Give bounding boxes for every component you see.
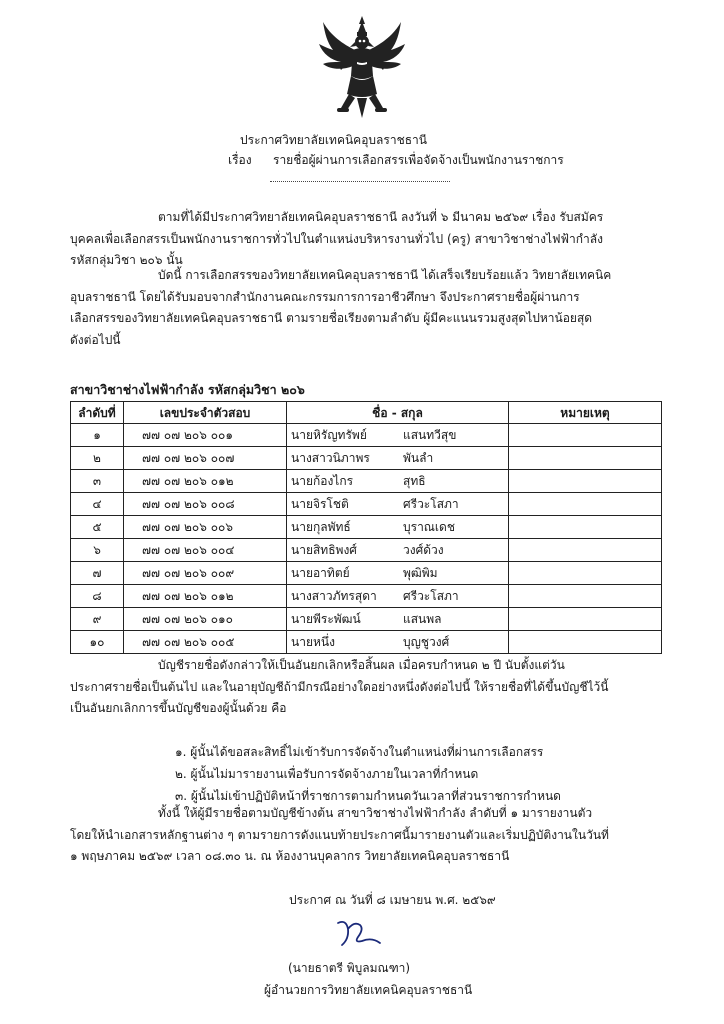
cell-name [287,516,509,539]
last-name: บุราณเดช [403,520,455,534]
cell-note [509,516,662,539]
cell-rank: ๗ [71,562,124,585]
condition-item: ๒. ผู้นั้นไม่มารายงานเพื่อรับการจัดจ้างภายในเวลาที่กำหนด [175,767,479,781]
announced-date: ประกาศ ณ วันที่ ๘ เมษายน พ.ศ. ๒๕๖๙ [289,893,496,907]
cell-name [287,424,509,447]
cell-rank: ๓ [71,470,124,493]
cell-name [287,447,509,470]
paragraph-result [70,265,660,351]
table-row [71,516,662,539]
paragraph-line: บัญชีรายชื่อดังกล่าวให้เป็นอันยกเลิกหรือสิ้นผล เมื่อครบกำหนด ๒ ปี นับตั้งแต่วัน [158,658,565,672]
last-name: แสนทวีสุข [403,428,457,442]
table-header-row [71,402,662,424]
first-name: นายพีระพัฒน์ [291,612,361,626]
last-name: ศรีวะโสภา [403,589,459,603]
garuda-emblem-icon [317,14,407,120]
cell-name [287,608,509,631]
last-name: สุทธิ [403,474,426,488]
table-row [71,539,662,562]
cell-exam-id: ๗๗ ๐๗ ๒๐๖ ๐๑๒ [124,470,287,493]
cell-rank: ๔ [71,493,124,516]
first-name: นายก้องไกร [291,474,354,488]
header-note: หมายเหตุ [509,402,662,424]
cell-rank: ๖ [71,539,124,562]
paragraph-line: บุคคลเพื่อเลือกสรรเป็นพนักงานราชการทั่วไปในตำแหน่งบริหารงานทั่วไป (ครู) สาขาวิชาช่างไฟฟ้ากำลัง [70,231,603,246]
section-title: สาขาวิชาช่างไฟฟ้ากำลัง รหัสกลุ่มวิชา ๒๐๖ [70,382,305,397]
cell-exam-id: ๗๗ ๐๗ ๒๐๖ ๐๐๖ [124,516,287,539]
first-name: นายจิรโชติ [291,497,349,511]
header-rank: ลำดับที่ [71,402,124,424]
results-table [70,401,662,654]
cell-name [287,470,509,493]
cell-rank: ๕ [71,516,124,539]
cell-rank: ๒ [71,447,124,470]
cell-note [509,631,662,654]
paragraph-line: อุบลราชธานี โดยได้รับมอบจากสำนักงานคณะกรรมการการอาชีวศึกษา จึงประกาศรายชื่อผู้ผ่านการ [70,289,580,304]
last-name: ศรีวะโสภา [403,497,459,511]
cell-exam-id: ๗๗ ๐๗ ๒๐๖ ๐๐๑ [124,424,287,447]
table-row [71,493,662,516]
cell-exam-id: ๗๗ ๐๗ ๒๐๖ ๐๑๐ [124,608,287,631]
cell-rank: ๙ [71,608,124,631]
first-name: นางสาวนิภาพร [291,451,370,465]
cell-rank: ๘ [71,585,124,608]
paragraph-line: ประกาศรายชื่อเป็นต้นไป และในอายุบัญชีถ้ามีกรณีอย่างใดอย่างหนึ่งดังต่อไปนี้ ให้รายชื่อที่ได้ขึ้นบัญชีไว้นี้ [70,679,609,694]
header-exam-id: เลขประจำตัวสอบ [124,402,287,424]
first-name: นางสาวภัทรสุดา [291,589,377,603]
table-row [71,585,662,608]
table-row [71,447,662,470]
paragraph-line: โดยให้นำเอกสารหลักฐานต่าง ๆ ตามรายการดังแนบท้ายประกาศนี้มารายงานตัวและเริ่มปฏิบัติงานในวันที่ [70,827,609,842]
cell-note [509,608,662,631]
subject-text: รายชื่อผู้ผ่านการเลือกสรรเพื่อจัดจ้างเป็นพนักงานราชการ [273,153,564,167]
table-row [71,631,662,654]
table-row [71,608,662,631]
table-row [71,424,662,447]
paragraph-report [70,803,660,868]
paragraph-validity [70,655,660,720]
table-row [71,562,662,585]
cell-name [287,493,509,516]
cell-exam-id: ๗๗ ๐๗ ๒๐๖ ๐๐๗ [124,447,287,470]
first-name: นายสิทธิพงศ์ [291,543,357,557]
signature-icon [332,915,384,953]
cell-rank: ๑๐ [71,631,124,654]
first-name: นายอาทิตย์ [291,566,350,580]
cell-name [287,585,509,608]
condition-item: ๑. ผู้นั้นได้ขอสละสิทธิ์ไม่เข้ารับการจัดจ้างในตำแหน่งที่ผ่านการเลือกสรร [175,745,544,759]
header-name: ชื่อ - สกุล [287,402,509,424]
last-name: พันลำ [403,451,434,465]
first-name: นายหิรัญทรัพย์ [291,428,367,442]
cell-note [509,539,662,562]
announcement-title: ประกาศวิทยาลัยเทคนิคอุบลราชธานี [240,133,427,147]
paragraph-line: ๑ พฤษภาคม ๒๕๖๙ เวลา ๐๘.๓๐ น. ณ ห้องงานบุคลากร วิทยาลัยเทคนิคอุบลราชธานี [70,849,510,863]
cell-name [287,562,509,585]
cell-exam-id: ๗๗ ๐๗ ๒๐๖ ๐๑๒ [124,585,287,608]
first-name: นายกุลพัทธ์ [291,520,351,534]
cell-note [509,447,662,470]
signatory-name: (นายธาตรี พิบูลมณฑา) [288,961,411,975]
paragraph-line: ทั้งนี้ ให้ผู้มีรายชื่อตามบัญชีข้างต้น สาขาวิชาช่างไฟฟ้ากำลัง ลำดับที่ ๑ มารายงานตัว [158,806,593,820]
subject-label: เรื่อง [228,153,252,167]
signatory-position: ผู้อำนวยการวิทยาลัยเทคนิคอุบลราชธานี [264,983,473,997]
paragraph-line: เป็นอันยกเลิกการขึ้นบัญชีของผู้นั้นด้วย คือ [70,701,287,715]
paragraph-line: ดังต่อไปนี้ [70,332,121,347]
last-name: พุฒิพิม [403,566,438,580]
first-name: นายหนึ่ง [291,635,335,649]
cell-exam-id: ๗๗ ๐๗ ๒๐๖ ๐๐๙ [124,562,287,585]
last-name: วงศ์ด้วง [403,543,444,557]
cell-exam-id: ๗๗ ๐๗ ๒๐๖ ๐๐๘ [124,493,287,516]
table-row [71,470,662,493]
paragraph-line: เลือกสรรของวิทยาลัยเทคนิคอุบลราชธานี ตามรายชื่อเรียงตามลำดับ ผู้มีคะแนนรวมสูงสุดไปหาน้อยสุด [70,311,593,325]
cell-exam-id: ๗๗ ๐๗ ๒๐๖ ๐๐๔ [124,539,287,562]
subject-line [228,153,564,168]
cell-name [287,539,509,562]
paragraph-line: ตามที่ได้มีประกาศวิทยาลัยเทคนิคอุบลราชธานี ลงวันที่ ๖ มีนาคม ๒๕๖๙ เรื่อง รับสมัคร [158,210,604,224]
last-name: บุญชูวงศ์ [403,635,450,649]
cell-note [509,424,662,447]
paragraph-line: รหัสกลุ่มวิชา ๒๐๖ นั้น [70,253,183,267]
paragraph-intro [70,207,660,272]
cell-note [509,493,662,516]
dotted-divider [270,181,450,182]
paragraph-line: บัดนี้ การเลือกสรรของวิทยาลัยเทคนิคอุบลราชธานี ได้เสร็จเรียบร้อยแล้ว วิทยาลัยเทคนิค [158,268,612,282]
last-name: แสนพล [403,612,442,626]
cell-name [287,631,509,654]
cell-note [509,562,662,585]
cell-note [509,470,662,493]
cell-rank: ๑ [71,424,124,447]
cell-exam-id: ๗๗ ๐๗ ๒๐๖ ๐๐๕ [124,631,287,654]
cell-note [509,585,662,608]
condition-item: ๓. ผู้นั้นไม่เข้าปฏิบัติหน้าที่ราชการตามกำหนดวันเวลาที่ส่วนราชการกำหนด [175,789,561,803]
